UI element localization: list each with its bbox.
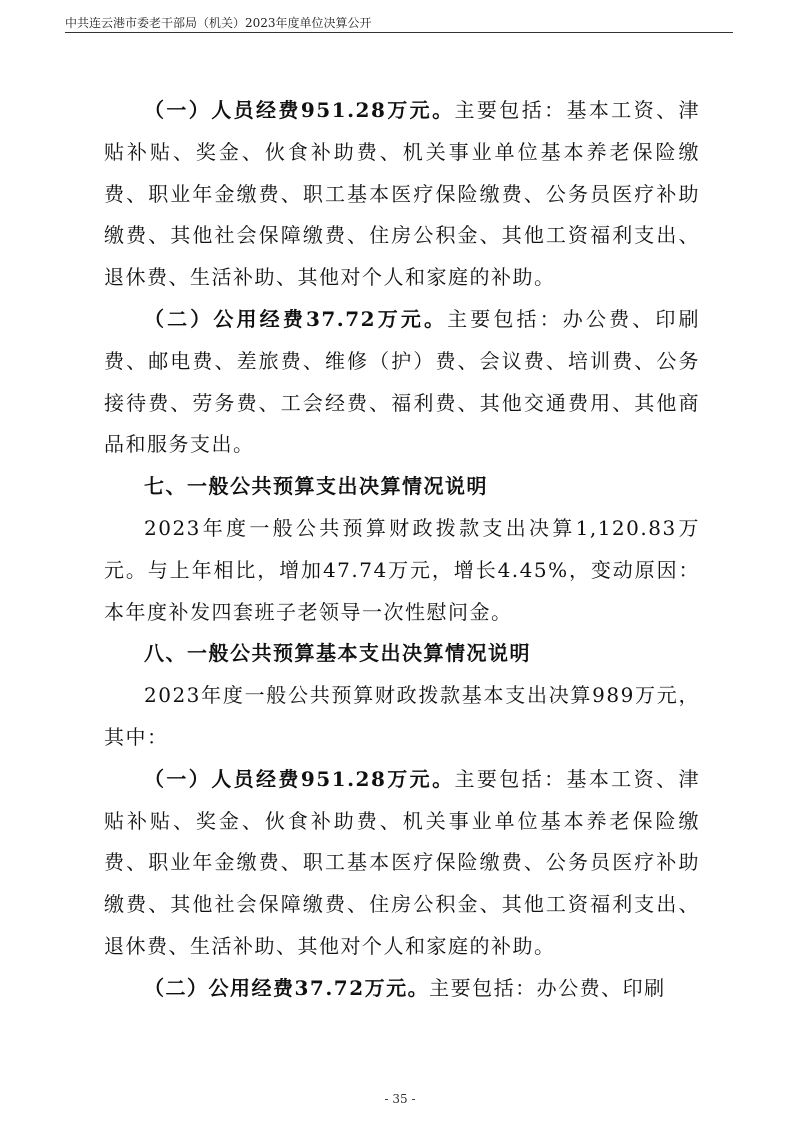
paragraph-basic-expenditure: 2023年度一般公共预算财政拨款基本支出决算989万元，其中：	[104, 683, 700, 749]
paragraph-lead: （一）人员经费951.28万元。	[144, 766, 455, 791]
section-heading-7: 七、一般公共预算支出决算情况说明	[144, 474, 488, 499]
paragraph-lead: （一）人员经费951.28万元。	[144, 98, 455, 122]
paragraph-personnel-expenses-2	[104, 759, 700, 968]
paragraph-text: 主要包括：基本工资、津贴补贴、奖金、伙食补助费、机关事业单位基本养老保险缴费、职业年金缴费、职工基本医疗保险缴费、公务员医疗补助缴费、其他社会保障缴费、住房公积金、其他工资福利支出、退休费、生活补助、其他对个人和家庭的补助。	[104, 766, 701, 958]
header-divider	[65, 32, 733, 33]
paragraph-text: 主要包括：办公费、印刷	[429, 975, 666, 1000]
paragraph-lead: （二）公用经费37.72万元。	[144, 975, 430, 1000]
paragraph-personnel-expenses-1	[104, 90, 700, 299]
paragraph-lead: （二）公用经费37.72万元。	[144, 306, 448, 331]
paragraph-text: 主要包括：基本工资、津贴补贴、奖金、伙食补助费、机关事业单位基本养老保险缴费、职业年金缴费、职工基本医疗保险缴费、公务员医疗补助缴费、其他社会保障缴费、住房公积金、其他工资福利支出、退休费、生活补助、其他对个人和家庭的补助。	[104, 98, 701, 290]
paragraph-public-expenses-2	[104, 968, 700, 1010]
paragraph-text: 主要包括：办公费、印刷费、邮电费、差旅费、维修（护）费、会议费、培训费、公务接待费、劳务费、工会经费、福利费、其他交通费用、其他商品和服务支出。	[104, 306, 700, 457]
page-number: - 35 -	[384, 1092, 416, 1106]
paragraph-budget-expenditure: 2023年度一般公共预算财政拨款支出决算1,120.83万元。与上年相比，增加47.74万元，增长4.45%，变动原因：本年度补发四套班子老领导一次性慰问金。	[104, 515, 700, 624]
section-heading-8: 八、一般公共预算基本支出决算情况说明	[144, 641, 531, 666]
paragraph-public-expenses-1	[104, 299, 700, 466]
running-header: 中共连云港市委老干部局（机关）2023年度单位决算公开	[65, 16, 372, 30]
document-body	[104, 90, 700, 1010]
